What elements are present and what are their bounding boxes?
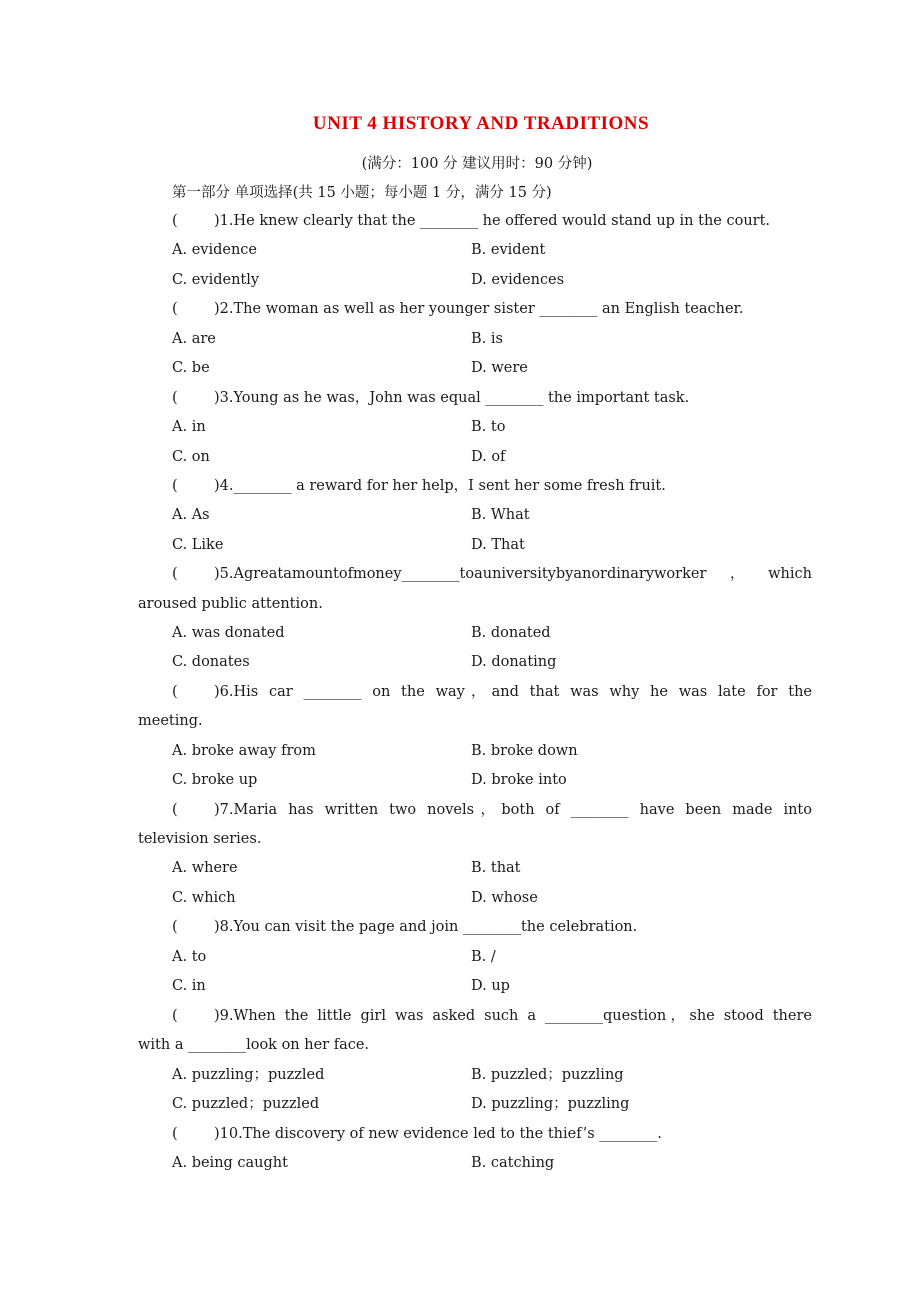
question-8: ( )8.You can visit the page and join ________the celebration.	[172, 919, 638, 935]
option-a: A. was donated	[172, 625, 285, 641]
page-subtitle: (满分：100 分 建议用时：90 分钟)	[361, 156, 593, 172]
option-b: B. to	[471, 419, 506, 435]
page-title: UNIT 4 HISTORY AND TRADITIONS	[312, 113, 650, 134]
option-d: D. were	[471, 360, 528, 376]
question-5: ( )5.Agreatamountofmoney________toauniversitybyanordinaryworker，which	[172, 566, 812, 582]
option-d: D. of	[471, 449, 506, 465]
question-3: ( )3.Young as he was，John was equal ________ the important task.	[172, 390, 690, 406]
option-c: C. in	[172, 978, 206, 994]
option-c: C. be	[172, 360, 210, 376]
option-b: B. evident	[471, 242, 546, 258]
option-a: A. where	[172, 860, 238, 876]
option-b: B. catching	[471, 1155, 555, 1171]
option-a: A. evidence	[172, 242, 258, 258]
option-b: B. /	[471, 949, 496, 965]
question-4: ( )4.________ a reward for her help，I sent her some fresh fruit.	[172, 478, 666, 494]
option-d: D. broke into	[471, 772, 567, 788]
option-b: B. is	[471, 331, 503, 347]
option-a: A. As	[172, 507, 210, 523]
question-9: ( )9.When the little girl was asked such a ________question，she stood there	[172, 1008, 812, 1024]
question-7-continuation: television series.	[138, 831, 262, 847]
option-d: D. donating	[471, 654, 557, 670]
option-b: B. broke down	[471, 743, 578, 759]
option-c: C. donates	[172, 654, 250, 670]
option-a: A. puzzling；puzzled	[172, 1067, 325, 1083]
option-d: D. whose	[471, 890, 538, 906]
question-1: ( )1.He knew clearly that the ________ he offered would stand up in the court.	[172, 213, 771, 229]
option-a: A. being caught	[172, 1155, 288, 1171]
question-5-continuation: aroused public attention.	[138, 596, 323, 612]
option-a: A. are	[172, 331, 216, 347]
option-a: A. broke away from	[172, 743, 316, 759]
option-c: C. Like	[172, 537, 224, 553]
question-2: ( )2.The woman as well as her younger sister ________ an English teacher.	[172, 301, 744, 317]
option-b: B. puzzled；puzzling	[471, 1067, 624, 1083]
option-a: A. in	[172, 419, 206, 435]
question-6: ( )6.His car ________ on the way，and that was why he was late for the	[172, 684, 812, 700]
option-b: B. donated	[471, 625, 551, 641]
question-6-continuation: meeting.	[138, 713, 203, 729]
section-title: 第一部分 单项选择(共 15 小题；每小题 1 分，满分 15 分)	[172, 185, 552, 201]
option-b: B. What	[471, 507, 530, 523]
option-c: C. on	[172, 449, 210, 465]
option-d: D. up	[471, 978, 510, 994]
question-10: ( )10.The discovery of new evidence led to the thief’s ________.	[172, 1126, 662, 1142]
option-d: D. evidences	[471, 272, 565, 288]
option-c: C. evidently	[172, 272, 260, 288]
option-c: C. puzzled；puzzled	[172, 1096, 320, 1112]
question-7: ( )7.Maria has written two novels，both of ________ have been made into	[172, 802, 812, 818]
option-c: C. which	[172, 890, 236, 906]
question-9-continuation: with a ________look on her face.	[138, 1037, 370, 1053]
option-a: A. to	[172, 949, 207, 965]
option-d: D. puzzling；puzzling	[471, 1096, 630, 1112]
option-d: D. That	[471, 537, 525, 553]
option-b: B. that	[471, 860, 521, 876]
option-c: C. broke up	[172, 772, 258, 788]
